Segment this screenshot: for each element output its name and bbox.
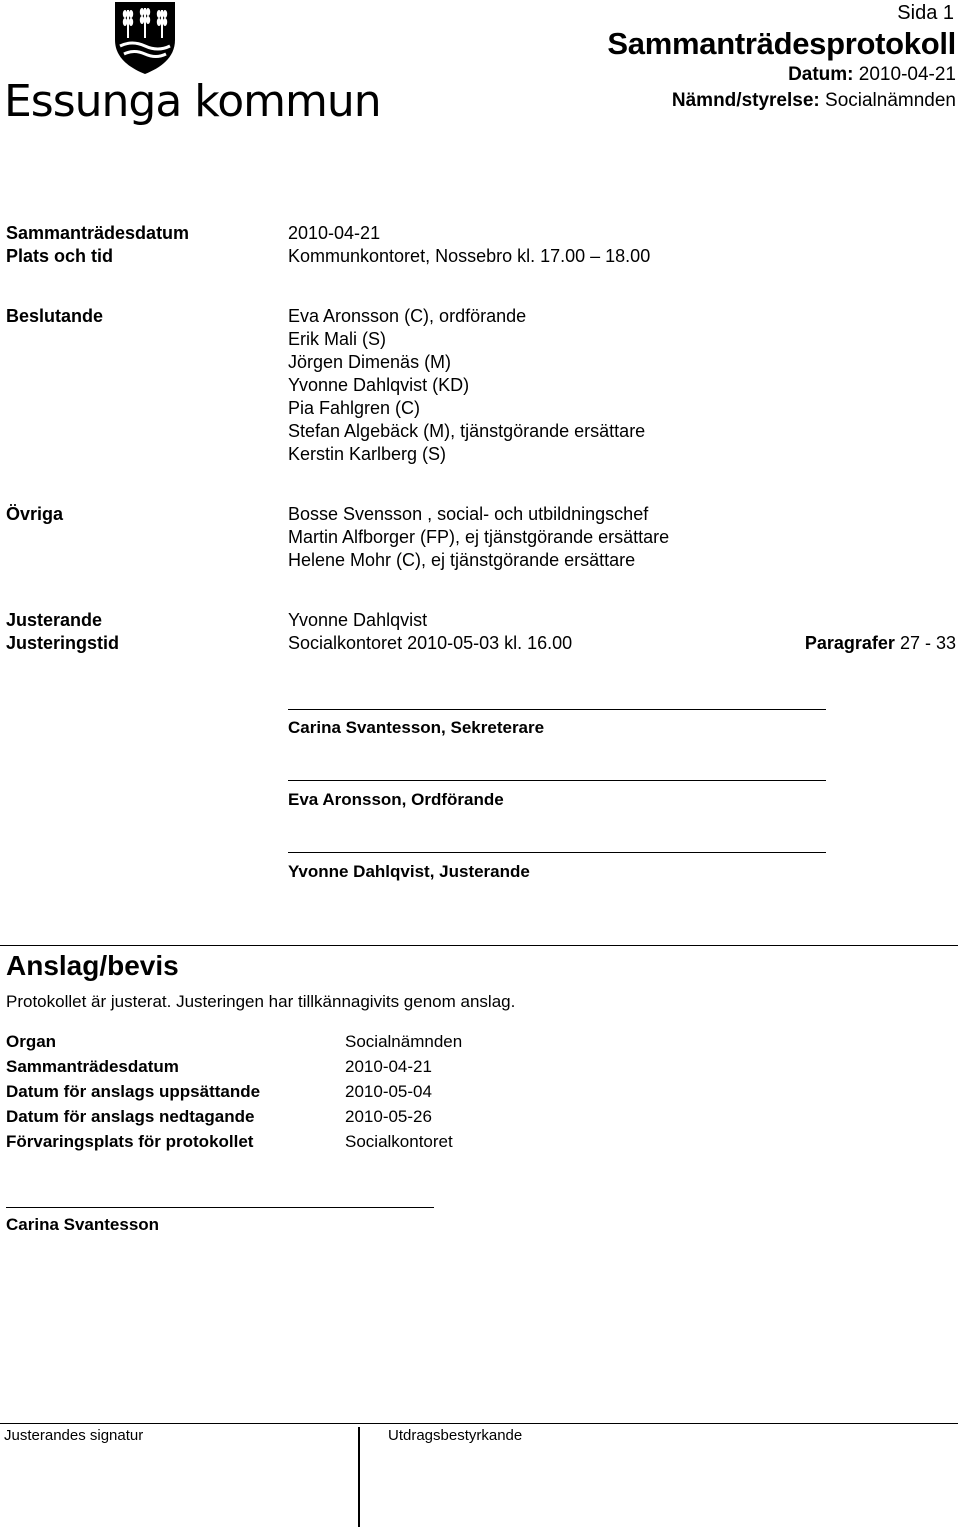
anslag-intro: Protokollet är justerat. Justeringen har tillkännagivits genom anslag.	[6, 992, 516, 1011]
signature-name: Carina Svantesson, Sekreterare	[288, 718, 545, 737]
paragrafer	[805, 632, 956, 655]
header-date-label: Datum:	[788, 64, 854, 85]
beslutande-list	[288, 305, 645, 466]
list-item: Erik Mali (S)	[288, 329, 386, 349]
page-number: Sida 1	[897, 2, 954, 24]
meeting-place-label: Plats och tid	[6, 246, 114, 266]
anslag-signer: Carina Svantesson	[6, 1215, 160, 1234]
header-board-value: Socialnämnden	[825, 90, 956, 111]
footer-certification-label: Utdragsbestyrkande	[388, 1427, 523, 1444]
anslag-row-label: Datum för anslags uppsättande	[6, 1082, 261, 1101]
anslag-row-label: Organ	[6, 1032, 57, 1051]
signature-name: Eva Aronsson, Ordförande	[288, 790, 504, 809]
list-item: Stefan Algebäck (M), tjänstgörande ersättare	[288, 421, 646, 441]
document-title: Sammanträdesprotokoll	[607, 26, 956, 61]
signature-line	[288, 852, 826, 853]
header-board-label: Nämnd/styrelse:	[671, 90, 820, 111]
signature-name: Yvonne Dahlqvist, Justerande	[288, 862, 530, 881]
list-item: Martin Alfborger (FP), ej tjänstgörande ersättare	[288, 527, 670, 547]
footer-signature-label: Justerandes signatur	[4, 1427, 144, 1444]
paragrafer-value: 27 - 33	[899, 633, 956, 653]
anslag-row-value: 2010-05-04	[345, 1082, 432, 1101]
justerande-label: Justerande	[6, 610, 103, 630]
list-item: Helene Mohr (C), ej tjänstgörande ersättare	[288, 550, 636, 570]
header-date	[788, 64, 956, 86]
beslutande-label: Beslutande	[6, 306, 104, 326]
list-item: Pia Fahlgren (C)	[288, 398, 421, 418]
header-date-value: 2010-04-21	[858, 64, 956, 85]
justerande-value: Yvonne Dahlqvist	[288, 610, 428, 630]
section-divider	[0, 945, 958, 946]
meeting-date-label: Sammanträdesdatum	[6, 223, 190, 243]
signature-line	[6, 1207, 434, 1208]
anslag-row-label: Datum för anslags nedtagande	[6, 1107, 255, 1126]
municipality-logo-text: Essunga kommun	[4, 76, 381, 127]
ovriga-label: Övriga	[6, 504, 64, 524]
footer-divider	[0, 1423, 958, 1424]
anslag-row-label: Förvaringsplats för protokollet	[6, 1132, 254, 1151]
list-item: Kerstin Karlberg (S)	[288, 444, 447, 464]
header-board	[672, 90, 956, 112]
signature-line	[288, 709, 826, 710]
list-item: Yvonne Dahlqvist (KD)	[288, 375, 470, 395]
anslag-row-value: 2010-05-26	[345, 1107, 432, 1126]
footer-vertical-divider	[358, 1427, 360, 1527]
anslag-row-value: Socialkontoret	[345, 1132, 453, 1151]
meeting-date-value: 2010-04-21	[288, 223, 381, 243]
paragrafer-label: Paragrafer	[804, 633, 895, 653]
anslag-row-value: Socialnämnden	[345, 1032, 463, 1051]
coat-of-arms-emblem	[112, 0, 178, 76]
ovriga-list	[288, 503, 669, 572]
justeringstid-label: Justeringstid	[6, 633, 120, 653]
list-item: Jörgen Dimenäs (M)	[288, 352, 452, 372]
anslag-row-label: Sammanträdesdatum	[6, 1057, 179, 1076]
list-item: Bosse Svensson , social- och utbildningschef	[288, 504, 649, 524]
anslag-heading: Anslag/bevis	[6, 950, 179, 981]
meeting-place-value: Kommunkontoret, Nossebro kl. 17.00 – 18.00	[288, 246, 651, 266]
signature-line	[288, 780, 826, 781]
list-item: Eva Aronsson (C), ordförande	[288, 306, 527, 326]
justeringstid-value: Socialkontoret 2010-05-03 kl. 16.00	[288, 633, 573, 653]
anslag-row-value: 2010-04-21	[345, 1057, 432, 1076]
